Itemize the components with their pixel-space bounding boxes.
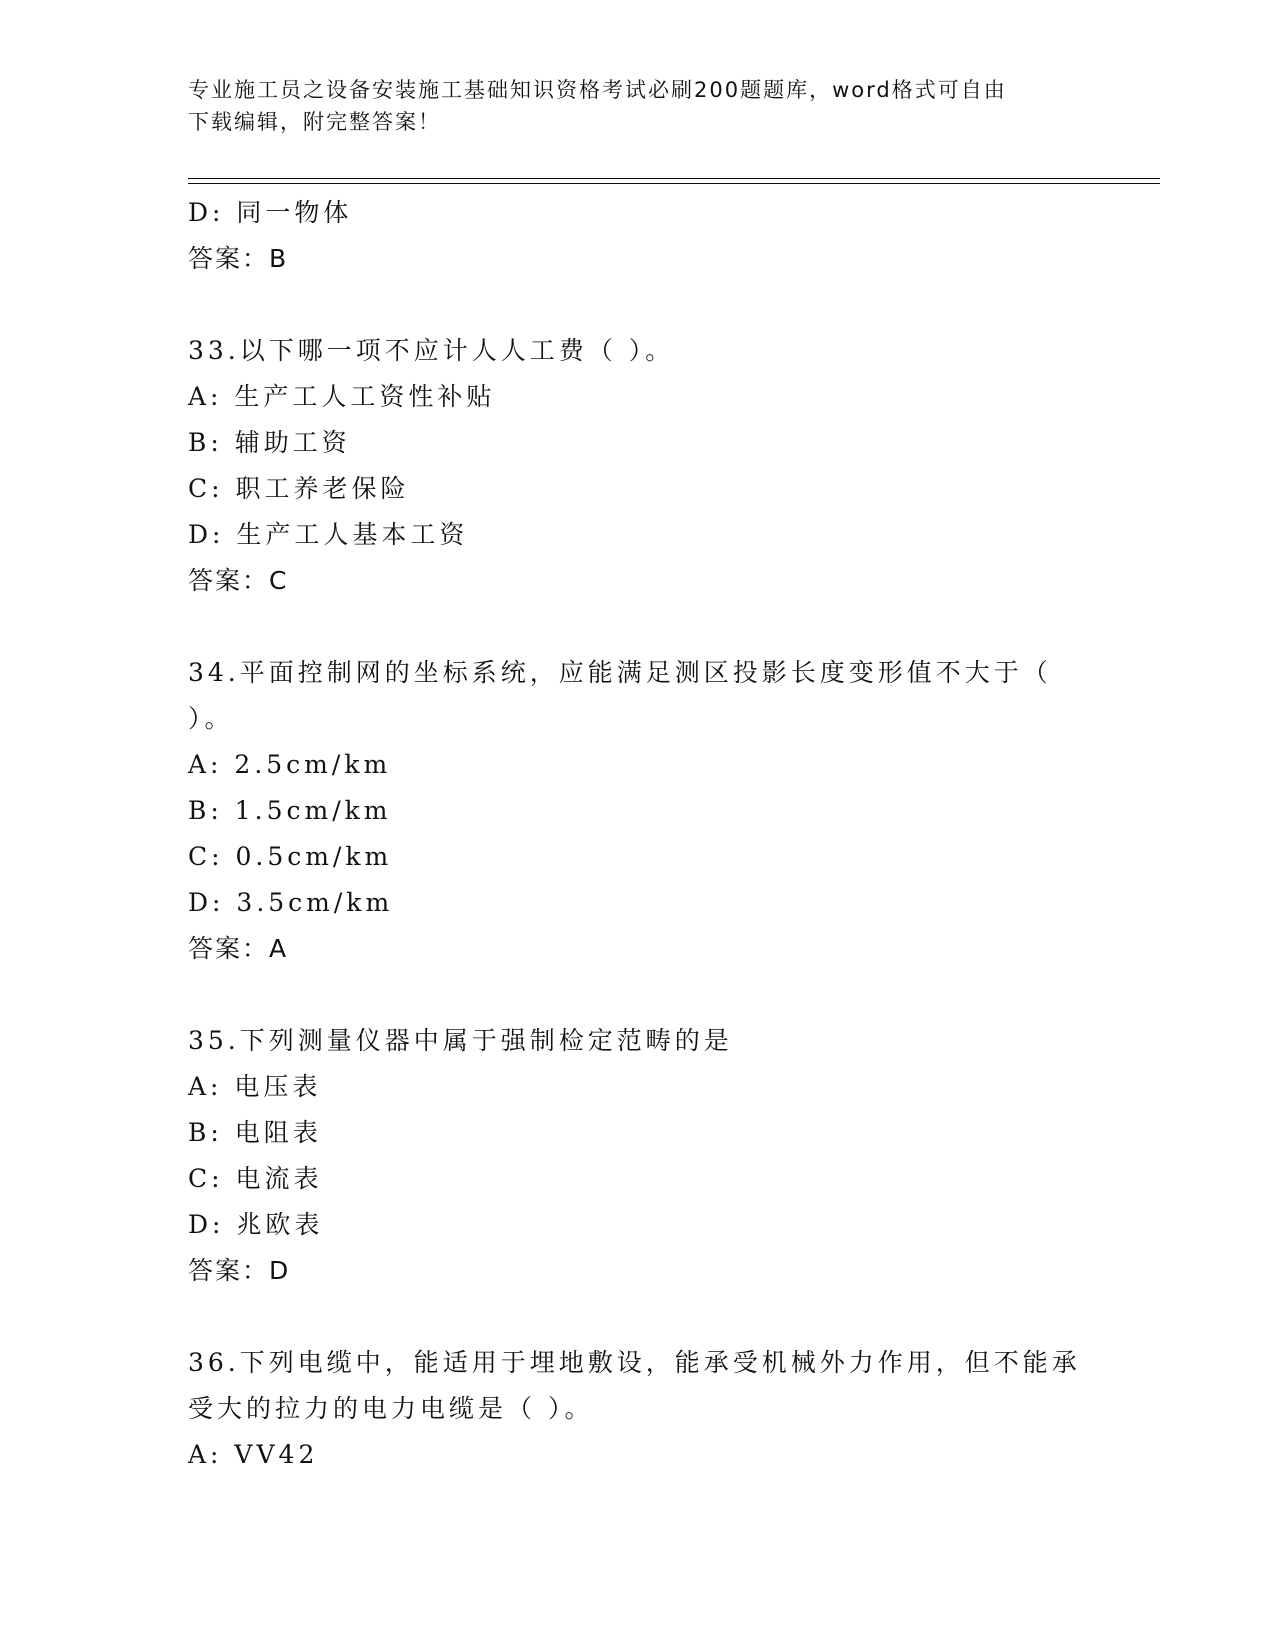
header-line-2: 下载编辑，附完整答案！ [188,110,441,134]
header-divider-bottom [188,183,1160,184]
option-a: A: 生产工人工资性补贴 [188,382,496,411]
header-divider-top [188,178,1160,179]
option-c: C: 电流表 [188,1164,323,1193]
question-36 [188,1340,1088,1478]
question-stem: 36.下列电缆中，能适用于埋地敷设，能承受机械外力作用，但不能承 [188,1348,1081,1377]
question-stem: 33.以下哪一项不应计人人工费（ ）。 [188,336,675,365]
option-d: D: 兆欧表 [188,1210,324,1239]
question-35 [188,1018,1088,1294]
question-stem: 35.下列测量仪器中属于强制检定范畴的是 [188,1026,733,1055]
document-body [188,190,1088,1478]
header-line-1: 专业施工员之设备安装施工基础知识资格考试必刷200题题库，word格式可自由 [188,78,1007,102]
option-a: A: 电压表 [188,1072,322,1101]
answer-carryover: 答案：B [188,244,289,273]
option-a: A: 2.5cm/km [188,750,392,779]
answer: 答案：C [188,566,289,595]
option-a: A: VV42 [188,1440,319,1469]
question-33 [188,328,1088,604]
question-stem: 34.平面控制网的坐标系统，应能满足测区投影长度变形值不大于（ [188,658,1052,687]
option-c: C: 0.5cm/km [188,842,393,871]
option-b: B: 辅助工资 [188,428,351,457]
document-header [188,74,1068,138]
option-b: B: 电阻表 [188,1118,322,1147]
answer: 答案：D [188,1256,291,1285]
spacer [188,604,1088,650]
spacer [188,1294,1088,1340]
question-34 [188,650,1088,972]
option-d: D: 生产工人基本工资 [188,520,469,549]
spacer [188,282,1088,328]
spacer [188,972,1088,1018]
question-stem-continued: ）。 [188,704,234,733]
option-c: C: 职工养老保险 [188,474,410,503]
option-b: B: 1.5cm/km [188,796,392,825]
question-stem-continued: 受大的拉力的电力电缆是（ ）。 [188,1394,594,1423]
option-d: D: 3.5cm/km [188,888,394,917]
option-d-carryover: D: 同一物体 [188,198,353,227]
answer: 答案：A [188,934,289,963]
